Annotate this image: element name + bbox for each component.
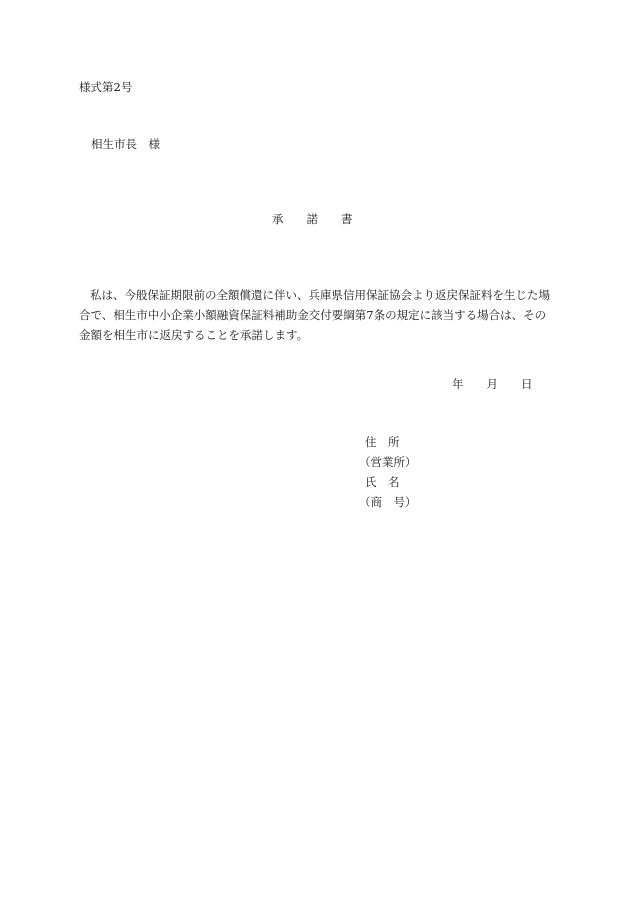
form-number: 様式第2号 [79,80,133,94]
name-label: 氏 名 [365,475,400,489]
document-title: 承 諾 書 [272,212,353,226]
addressee: 相生市長 様 [91,137,160,151]
trade-name-label: （商 号） [359,495,417,509]
consent-body [79,285,551,345]
office-label: （営業所） [359,455,417,469]
address-label: 住 所 [365,435,400,449]
signer-block [359,432,419,512]
date-line: 年 月 日 [452,377,533,391]
consent-paragraph: 私は、今般保証期限前の全額償還に伴い、兵庫県信用保証協会より返戻保証料を生じた場合で、相生市中小企業小額融資保証料補助金交付要綱第7条の規定に該当する場合は、その金額を相生市に返戻することを承諾します。 [79,288,550,342]
